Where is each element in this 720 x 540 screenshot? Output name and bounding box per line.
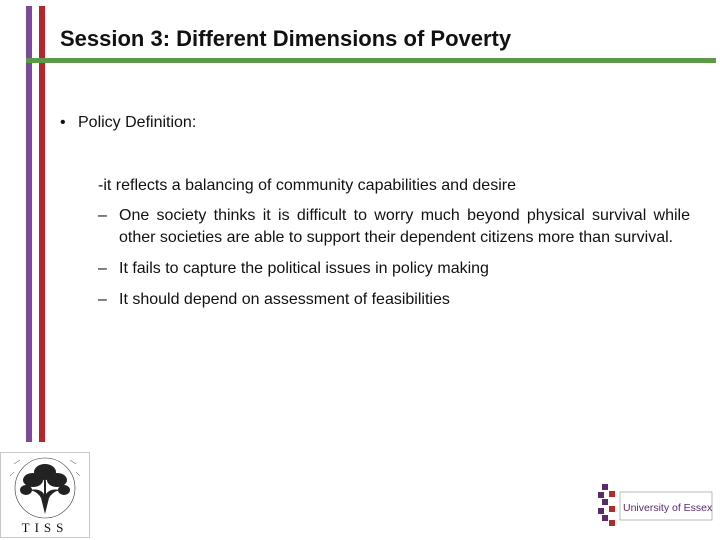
sub-bullet-item [98, 289, 690, 311]
tiss-logo-text: TISS [21, 520, 69, 535]
dash-marker: – [98, 260, 107, 277]
bullet-heading [60, 114, 196, 132]
sub-bullet-text: One society thinks it is difficult to worry much beyond physical survival while other societies are able to support their dependent citizens more than survival. [119, 207, 690, 246]
dash-marker: – [98, 291, 107, 308]
university-of-essex-logo [596, 482, 716, 528]
red-vertical-bar [39, 6, 45, 442]
definition-intro: -it reflects a balancing of community capabilities and desire [98, 177, 516, 194]
slide-title: Session 3: Different Dimensions of Poverty [60, 26, 512, 51]
sub-bullet-item [98, 205, 690, 249]
tiss-logo [0, 452, 90, 538]
bullet-dot: • [60, 114, 66, 131]
sub-bullet-text: It fails to capture the political issues in policy making [119, 260, 489, 277]
dash-marker: – [98, 207, 107, 224]
purple-vertical-bar [26, 6, 32, 442]
green-horizontal-bar [26, 58, 716, 63]
essex-logo-text: University of Essex [623, 502, 713, 514]
sub-bullet-text: It should depend on assessment of feasibilities [119, 291, 450, 308]
sub-bullet-list [98, 205, 690, 320]
sub-bullet-item [98, 258, 690, 280]
bullet-heading-text: Policy Definition: [78, 114, 197, 131]
